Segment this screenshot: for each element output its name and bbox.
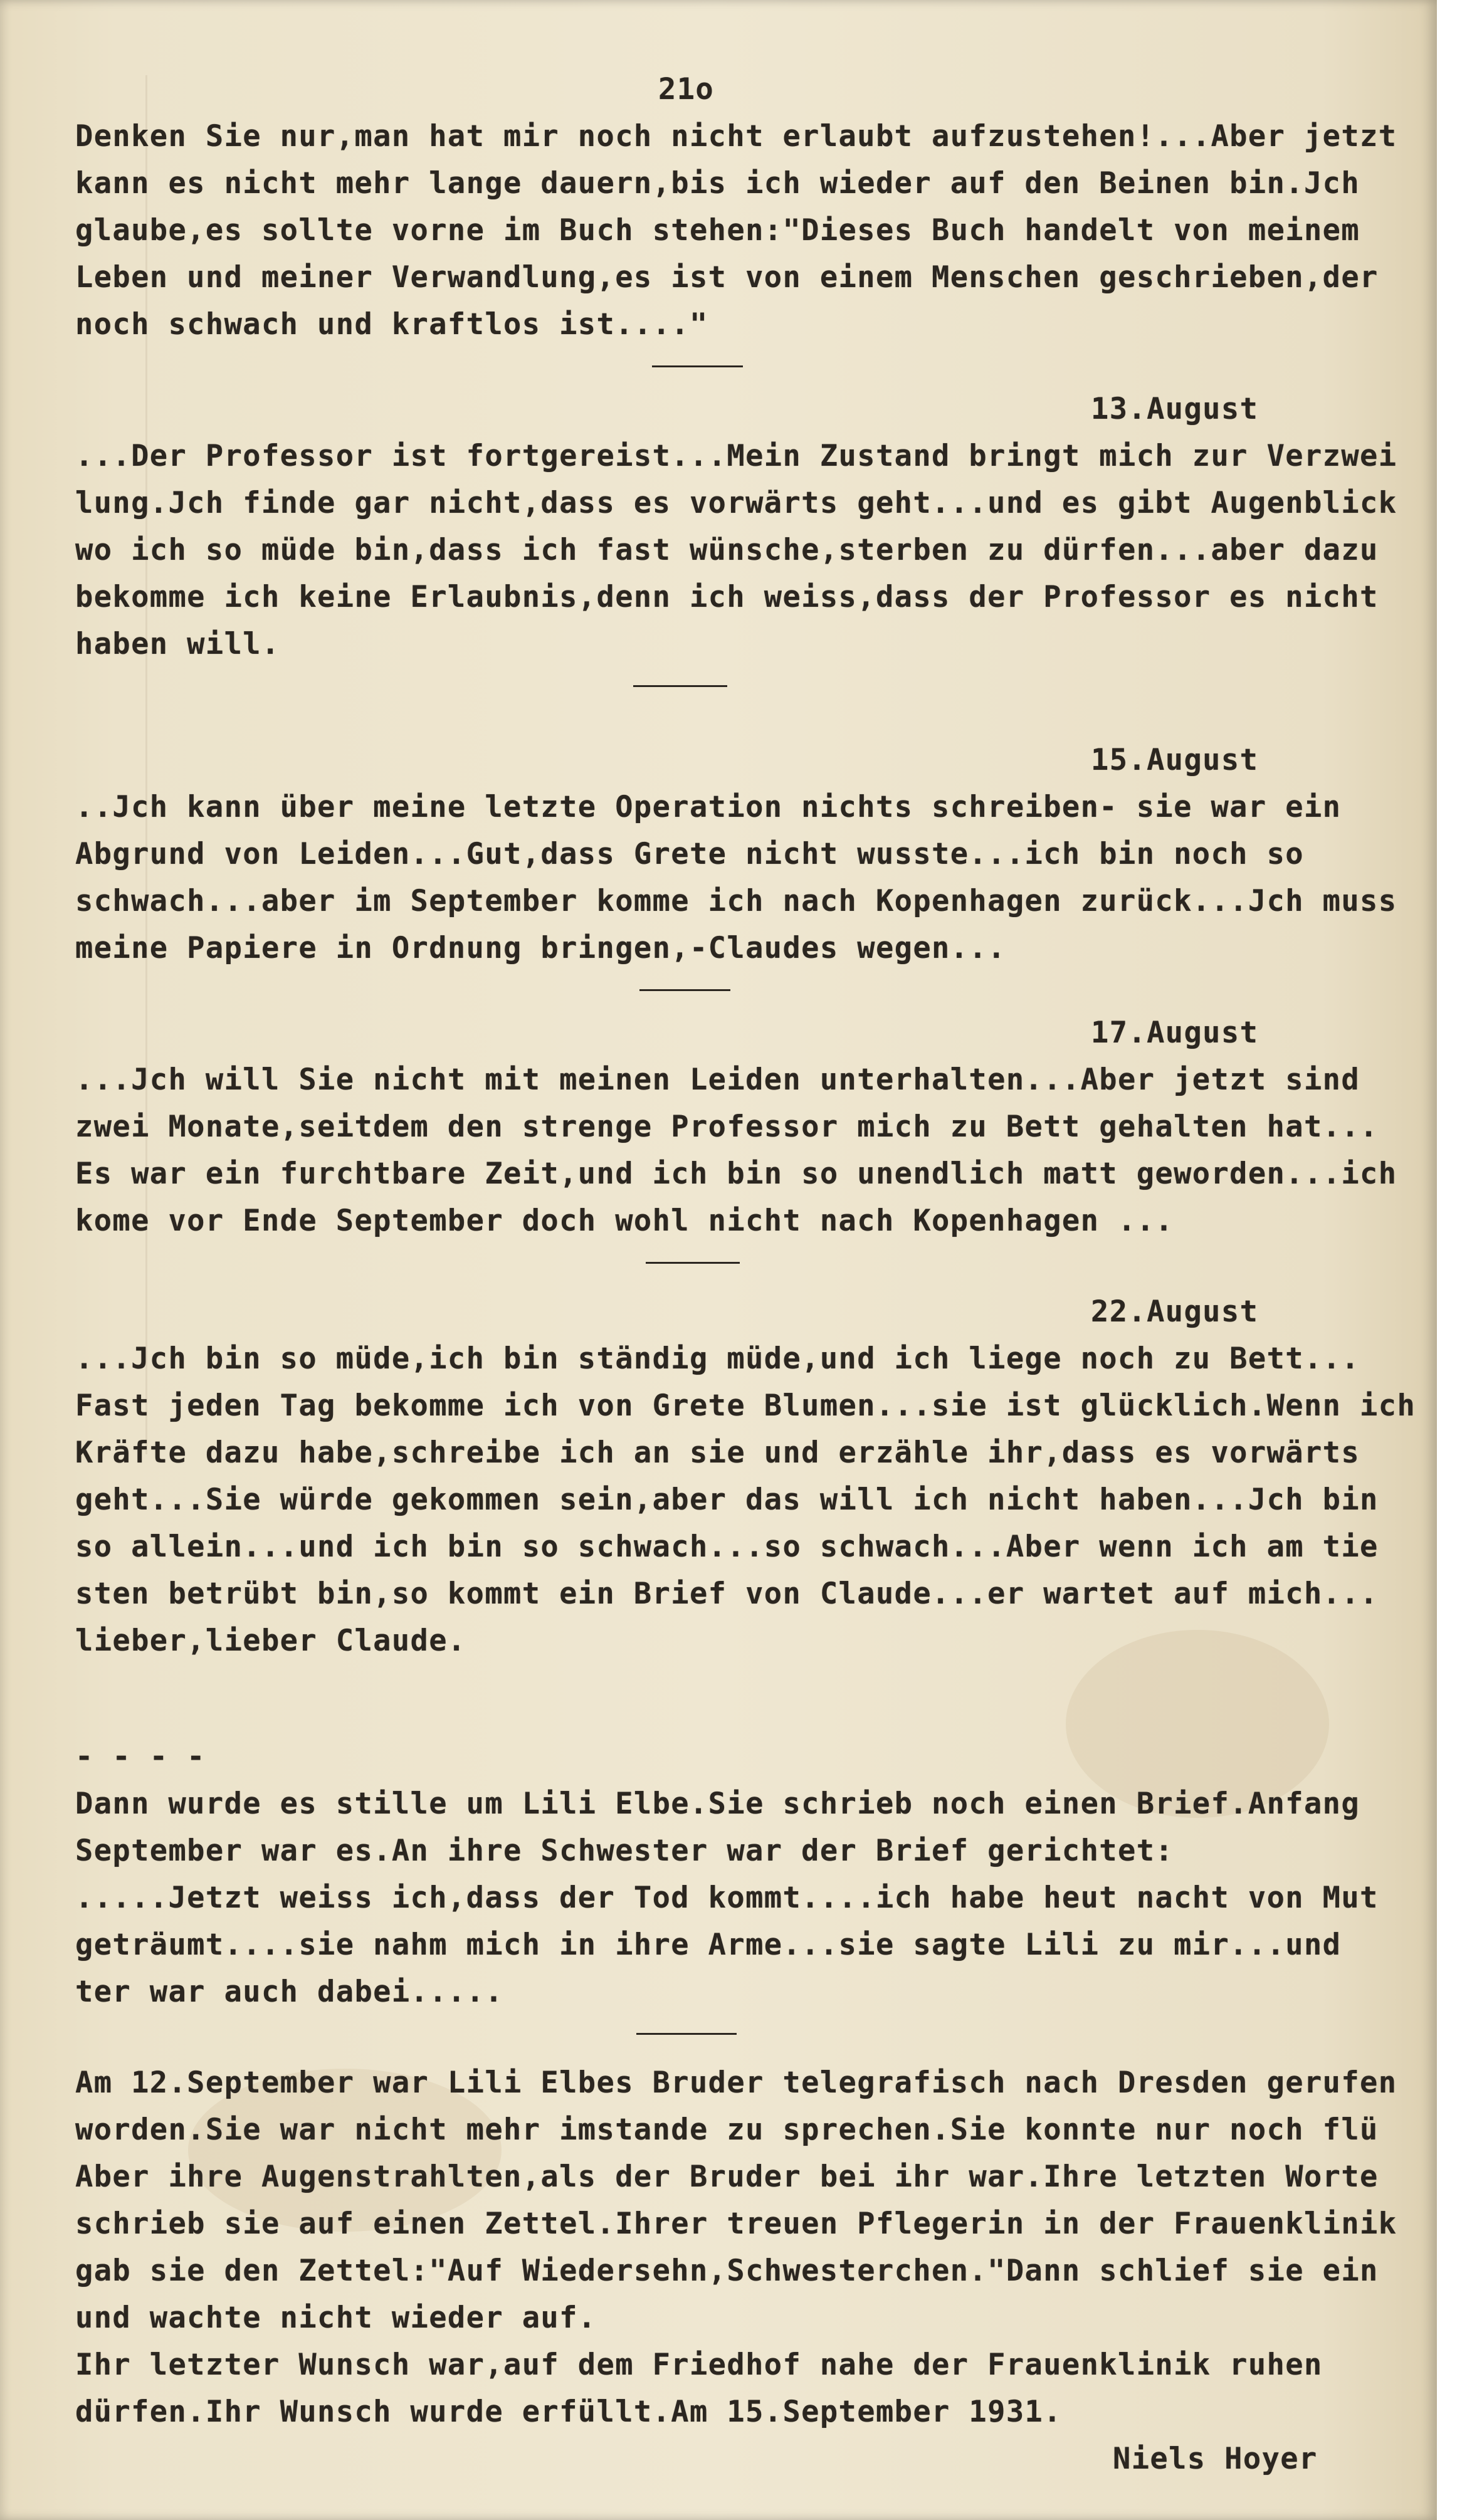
separator [75,972,1411,1009]
separator [75,668,1411,711]
closing-line: gab sie den Zettel:"Auf Wiedersehn,Schwesterchen."Dann schlief sie ein [75,2254,1379,2288]
intro-line: Denken Sie nur,man hat mir noch nicht erlaubt aufzustehen!...Aber jetzt [75,119,1397,154]
entry-date: 17.August [1091,1016,1259,1050]
closing-line: und wachte nicht wieder auf. [75,2301,597,2335]
letter-line: September war es.An ihre Schwester war der Brief gerichtet: [75,1834,1174,1868]
entry-date: 22.August [1091,1294,1259,1329]
entry-line: bekomme ich keine Erlaubnis,denn ich weiss,dass der Professor es nicht [75,580,1379,614]
intro-line: kann es nicht mehr lange dauern,bis ich wieder auf den Beinen bin.Jch [75,166,1360,201]
entry-line: ..Jch kann über meine letzte Operation nichts schreiben- sie war ein [75,790,1342,824]
entry-line: Abgrund von Leiden...Gut,dass Grete nicht wusste...ich bin noch so [75,837,1304,871]
closing-line: worden.Sie war nicht mehr imstande zu sprechen.Sie konnte nur noch flü [75,2113,1379,2147]
entry-line: so allein...und ich bin so schwach...so schwach...Aber wenn ich am tie [75,1530,1379,1564]
entry-line: Es war ein furchtbare Zeit,und ich bin so unendlich matt geworden...ich [75,1157,1397,1191]
entry-line: ...Der Professor ist fortgereist...Mein Zustand bringt mich zur Verzwei [75,439,1397,473]
entry-line: Kräfte dazu habe,schreibe ich an sie und erzähle ihr,dass es vorwärts [75,1436,1360,1470]
entry-line: wo ich so müde bin,dass ich fast wünsche,sterben zu dürfen...aber dazu [75,533,1379,567]
entry-line: meine Papiere in Ordnung bringen,-Claudes wegen... [75,931,1006,965]
entry-line: lung.Jch finde gar nicht,dass es vorwärts geht...und es gibt Augenblick [75,486,1397,520]
closing-line: Aber ihre Augenstrahlten,als der Bruder bei ihr war.Ihre letzten Worte [75,2160,1379,2194]
entry-line: geht...Sie würde gekommen sein,aber das will ich nicht haben...Jch bin [75,1483,1379,1517]
intro-line: Leben und meiner Verwandlung,es ist von einem Menschen geschrieben,der [75,260,1379,295]
letter-line: ter war auch dabei..... [75,1975,504,2009]
separator [75,2015,1411,2059]
letter-line: .....Jetzt weiss ich,dass der Tod kommt....ich habe heut nacht von Mut [75,1881,1379,1915]
letter-line: Dann wurde es stille um Lili Elbe.Sie schrieb noch einen Brief.Anfang [75,1787,1360,1821]
closing-line: dürfen.Ihr Wunsch wurde erfüllt.Am 15.September 1931. [75,2395,1062,2429]
dashes-separator: - - - - [75,1740,206,1774]
entry-line: haben will. [75,627,280,661]
entry-date: 13.August [1091,392,1259,426]
entry-line: zwei Monate,seitdem den strenge Professor mich zu Bett gehalten hat... [75,1110,1379,1144]
letter-line: geträumt....sie nahm mich in ihre Arme...sie sagte Lili zu mir...und [75,1928,1342,1962]
entry-line: ...Jch bin so müde,ich bin ständig müde,und ich liege noch zu Bett... [75,1341,1360,1376]
entry-date: 15.August [1091,743,1259,777]
signature: Niels Hoyer [1113,2442,1318,2476]
separator [75,1244,1411,1288]
entry-line: sten betrübt bin,so kommt ein Brief von Claude...er wartet auf mich... [75,1577,1379,1611]
separator [75,348,1411,386]
intro-line: noch schwach und kraftlos ist...." [75,307,708,342]
closing-line: Am 12.September war Lili Elbes Bruder telegrafisch nach Dresden gerufen [75,2066,1397,2100]
entry-line: Fast jeden Tag bekomme ich von Grete Blumen...sie ist glücklich.Wenn ich [75,1389,1416,1423]
entry-line: lieber,lieber Claude. [75,1624,466,1658]
entry-line: schwach...aber im September komme ich nach Kopenhagen zurück...Jch muss [75,884,1397,918]
closing-line: Ihr letzter Wunsch war,auf dem Friedhof nahe der Frauenklinik ruhen [75,2348,1323,2382]
intro-line: glaube,es sollte vorne im Buch stehen:"Dieses Buch handelt von meinem [75,213,1360,248]
closing-line: schrieb sie auf einen Zettel.Ihrer treuen Pflegerin in der Frauenklinik [75,2207,1397,2241]
page-number: 21o [658,72,715,107]
entry-line: ...Jch will Sie nicht mit meinen Leiden unterhalten...Aber jetzt sind [75,1063,1360,1097]
entry-line: kome vor Ende September doch wohl nicht nach Kopenhagen ... [75,1204,1174,1238]
document-body [75,66,1416,2482]
